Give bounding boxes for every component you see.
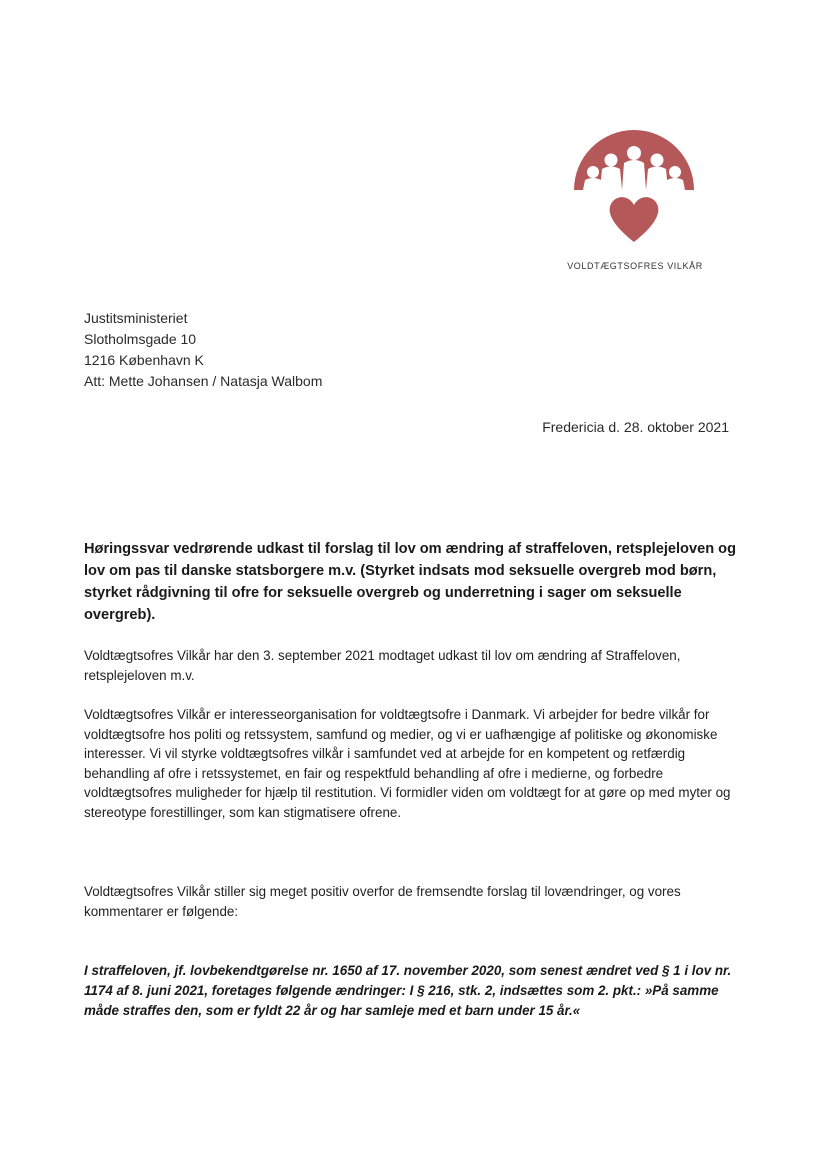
- body-paragraph: Voldtægtsofres Vilkår har den 3. september 2021 modtaget udkast til lov om ændring af Straffeloven, retsplejeloven m.v.: [84, 648, 681, 683]
- recipient-address: [84, 308, 322, 392]
- organization-name: VOLDTÆGTSOFRES VILKÅR: [567, 261, 703, 271]
- body-paragraph: Voldtægtsofres Vilkår stiller sig meget positiv overfor de fremsendte forslag til lovændringer, og vores kommentarer er følgende:: [84, 884, 681, 919]
- recipient-line: Slotholmsgade 10: [84, 331, 197, 347]
- recipient-line: Justitsministeriet: [84, 310, 188, 326]
- organization-logo: [560, 110, 710, 270]
- recipient-line: 1216 København K: [84, 352, 204, 368]
- subject-heading: Høringssvar vedrørende udkast til forslag til lov om ændring af straffeloven, retsplejeloven og lov om pas til danske statsborgere m.v. (Styrket indsats mod seksuelle overgreb mod børn, styrket rådgivning til ofre for seksuelle overgreb og underretning i sager om seksuelle overgreb).: [84, 541, 737, 623]
- people-heart-logo-icon: [569, 110, 699, 245]
- body-paragraph: Voldtægtsofres Vilkår er interesseorganisation for voldtægtsofre i Danmark. Vi arbejder for bedre vilkår for voldtægtsofre hos politi og retssystem, samfund og medier, og vi er uafhængige af politiske og økonomiske interesser. Vi vil styrke voldtægtsofres vilkår i samfundet ved at arbejde for en kompetent og retfærdig behandling af ofre i retssystemet, en fair og respektfuld behandling af ofre i medierne, og forbedre voldtægtsofres muligheder for hjælp til restitution. Vi formidler viden om voldtægt for at gøre op med myter og stereotype forestillinger, som kan stigmatisere ofrene.: [84, 707, 731, 820]
- date-line: Fredericia d. 28. oktober 2021: [542, 419, 729, 435]
- recipient-line: Att: Mette Johansen / Natasja Walbom: [84, 373, 323, 389]
- amendment-text: I straffeloven, jf. lovbekendtgørelse nr. 1650 af 17. november 2020, som senest ændret ved § 1 i lov nr. 1174 af 8. juni 2021, foretages følgende ændringer: I § 216, stk. 2, indsættes som 2. pkt.: »På samme måde straffes den, som er fyldt 22 år og har samleje med et barn under 15 år.«: [84, 963, 732, 1018]
